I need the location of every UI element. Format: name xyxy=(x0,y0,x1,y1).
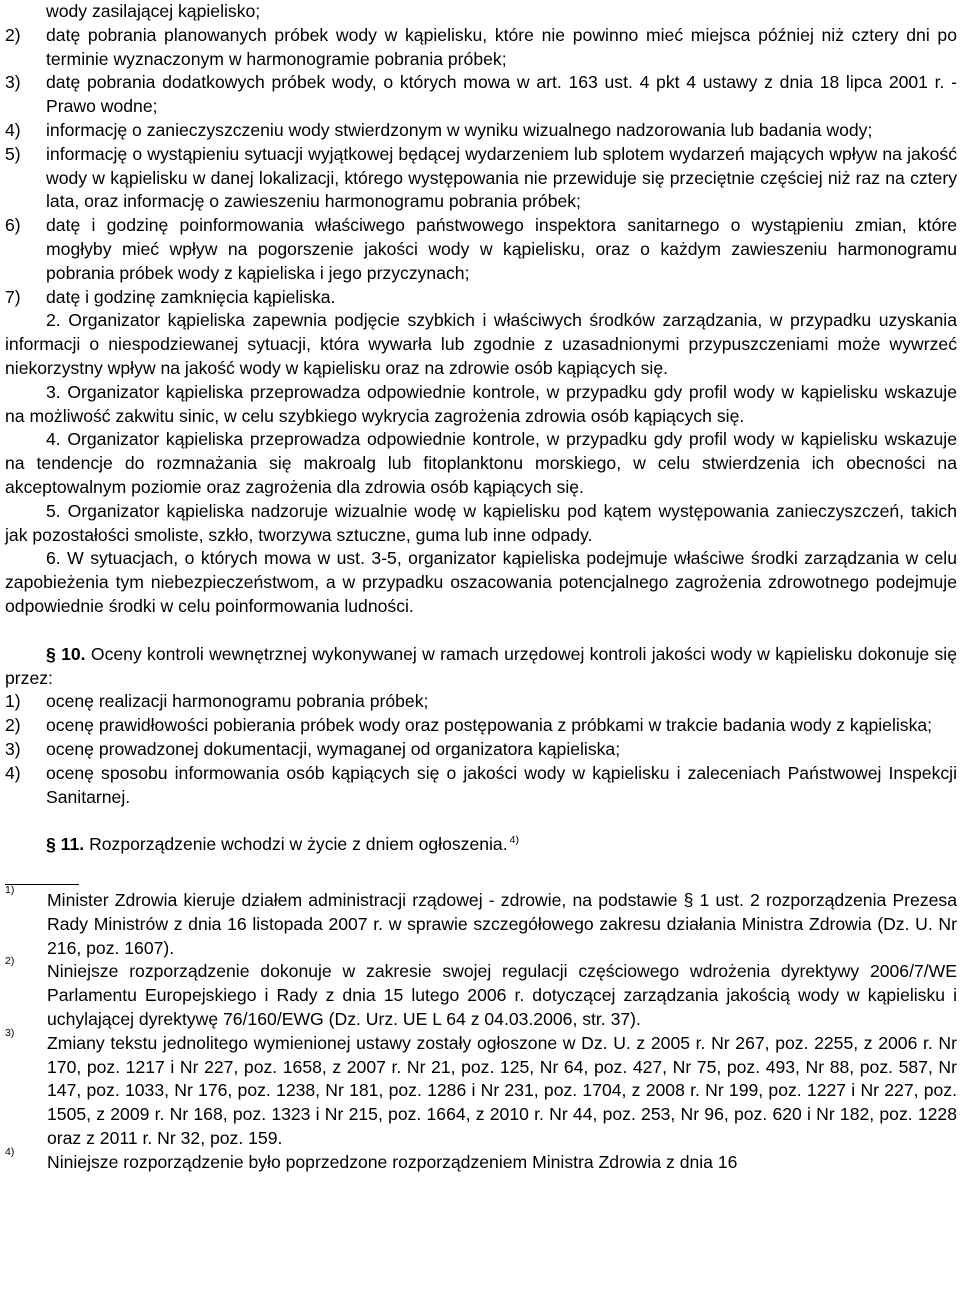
document-page xyxy=(5,0,957,1175)
list-item: 4) ocenę sposobu informowania osób kąpiących się o jakości wody w kąpielisku i zaleceniach Państwowej Inspekcji Sanitarnej. xyxy=(5,762,957,807)
footnote: 2) Niniejsze rozporządzenie dokonuje w zakresie swojej regulacji częściowego wdrożenia dyrektywy 2006/7/WE Parlamentu Europejskiego i Rady z dnia 15 lutego 2006 r. dotyczącej zarządzania jakością wody w kąpielisku i uchylającej dyrektywę 76/160/EWG (Dz. Urz. UE L 64 z 04.03.2006, str. 37). xyxy=(5,955,957,1030)
list-item: 3) datę pobrania dodatkowych próbek wody, o których mowa w art. 163 ust. 4 pkt 4 ustawy z dnia 18 lipca 2001 r. - Prawo wodne; xyxy=(5,72,957,117)
section-10-text: Oceny kontroli wewnętrznej wykonywanej w ramach urzędowej kontroli jakości wody w kąpielisku dokonuje się przez: xyxy=(5,643,958,688)
paragraph-6: 6. W sytuacjach, o których mowa w ust. 3-5, organizator kąpieliska podejmuje właściwe środki zarządzania w celu zapobieżenia tym niebezpieczeństwom, a w przypadku oszacowania potencjalnego zagrożenia zdrowotnego podejmuje odpowiednie środki w celu poinformowania ludności. xyxy=(5,548,957,616)
assessment-items-list xyxy=(5,690,957,809)
paragraph-4: 4. Organizator kąpieliska przeprowadza odpowiednie kontrole, w przypadku gdy profil wody w kąpielisku wskazuje na tendencje do rozmnażania się makroalg lub fitoplanktonu morskiego, w celu stwierdzenia ich obecności na akceptowalnym poziomie oraz zagrożenia dla zdrowia osób kąpiących się. xyxy=(5,429,957,497)
footnote-ref: 4) xyxy=(509,834,519,847)
list-item: 2) datę pobrania planowanych próbek wody w kąpielisku, które nie powinno mieć miejsca później niż cztery dni po terminie wyznaczonym w harmonogramie pobrania próbek; xyxy=(5,24,957,69)
section-11 xyxy=(5,833,957,857)
list-item: 5) informację o wystąpieniu sytuacji wyjątkowej będącej wydarzeniem lub splotem wydarzeń mających wpływ na jakość wody w kąpielisku w danej lokalizacji, którego występowania nie przewiduje się przeciętnie częściej niż raz na cztery lata, oraz informację o zawieszeniu harmonogramu pobrania próbek; xyxy=(5,143,957,212)
section-11-number: § 11. xyxy=(46,834,85,855)
footnote: 4) Niniejsze rozporządzenie było poprzedzone rozporządzeniem Ministra Zdrowia z dnia 16 xyxy=(5,1145,738,1172)
section-10 xyxy=(5,643,957,691)
list-item: 6) datę i godzinę poinformowania właściwego państwowego inspektora sanitarnego o wystąpieniu zmian, które mogłyby mieć wpływ na pogorszenie jakości wody w kąpielisku, oraz o każdym zawieszeniu harmonogramu pobrania próbek wody z kąpieliska i jego przyczynach; xyxy=(5,215,957,283)
record-items-list xyxy=(5,24,957,310)
list-item: 7) datę i godzinę zamknięcia kąpieliska. xyxy=(5,286,336,307)
footnote: 1) Minister Zdrowia kieruje działem administracji rządowej - zdrowie, na podstawie § 1 ust. 2 rozporządzenia Prezesa Rady Ministrów z dnia 16 listopada 2007 r. w sprawie szczegółowego zakresu działania Ministra Zdrowia (Dz. U. Nr 216, poz. 1607). xyxy=(5,884,957,958)
list-item: 3) ocenę prowadzonej dokumentacji, wymaganej od organizatora kąpieliska; xyxy=(5,738,621,759)
paragraph-3: 3. Organizator kąpieliska przeprowadza odpowiednie kontrole, w przypadku gdy profil wody w kąpielisku wskazuje na możliwość zakwitu sinic, w celu szybkiego wykrycia zagrożenia zdrowia osób kąpiących się. xyxy=(5,381,957,426)
list-item: 2) ocenę prawidłowości pobierania próbek wody oraz postępowania z próbkami w trakcie badania wody z kąpieliska; xyxy=(5,715,933,736)
list-item: 4) informację o zanieczyszczeniu wody stwierdzonym w wyniku wizualnego nadzorowania lub badania wody; xyxy=(5,119,873,140)
section-10-number: § 10. xyxy=(46,643,86,664)
paragraph-2: 2. Organizator kąpieliska zapewnia podjęcie szybkich i właściwych środków zarządzania, w przypadku uzyskania informacji o niespodziewanej sytuacji, która wywarła lub zgodnie z uzasadnionymi przypuszczeniami może wywrzeć niekorzystny wpływ na jakość wody w kąpielisku oraz na zdrowie osób kąpiących się. xyxy=(5,310,957,378)
paragraph-5: 5. Organizator kąpieliska nadzoruje wizualnie wodę w kąpielisku pod kątem występowania zanieczyszczeń, takich jak pozostałości smoliste, szkło, tworzywa sztuczne, guma lub inne odpady. xyxy=(5,500,957,545)
continuation-line: wody zasilającej kąpielisko; xyxy=(46,1,261,21)
section-11-text: Rozporządzenie wchodzi w życie z dniem ogłoszenia. xyxy=(89,834,508,855)
list-item: 1) ocenę realizacji harmonogramu pobrania próbek; xyxy=(5,691,429,712)
footnote-separator xyxy=(5,884,79,885)
footnotes xyxy=(5,884,957,1175)
footnote: 3) Zmiany tekstu jednolitego wymienionej ustawy zostały ogłoszone w Dz. U. z 2005 r. Nr 267, poz. 2255, z 2006 r. Nr 170, poz. 1217 i Nr 227, poz. 1658, z 2007 r. Nr 21, poz. 125, Nr 64, poz. 427, Nr 75, poz. 493, Nr 88, poz. 587, Nr 147, poz. 1033, Nr 176, poz. 1238, Nr 181, poz. 1286 i Nr 231, poz. 1704, z 2008 r. Nr 199, poz. 1227 i Nr 227, poz. 1505, z 2009 r. Nr 168, poz. 1323 i Nr 215, poz. 1664, z 2010 r. Nr 44, poz. 253, Nr 96, poz. 620 i Nr 182, poz. 1228 oraz z 2011 r. Nr 32, poz. 159. xyxy=(5,1026,957,1149)
